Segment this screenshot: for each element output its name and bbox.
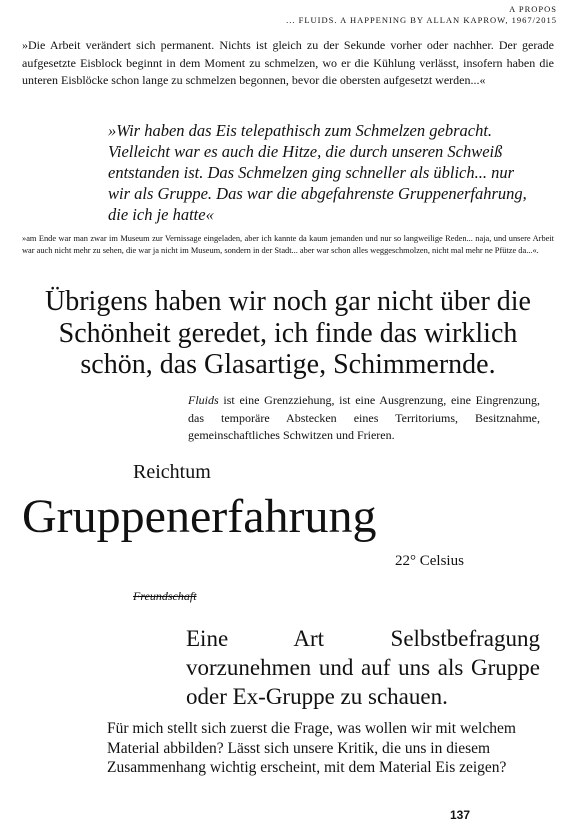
- fluids-text: ist eine Grenzziehung, ist eine Ausgrenzung, eine Eingrenzung, das temporäre Abstecken eines Territoriums, Besitznahme, gemeinschaftliches Schwitzen und Frieren.: [188, 393, 540, 442]
- page-number: 137: [450, 808, 471, 822]
- intro-quote: »Die Arbeit verändert sich permanent. Nichts ist gleich zu der Sekunde vorher oder nachher. Der gerade aufgesetzte Eisblock beginnt in dem Moment zu schmelzen, wo er die Kühlung verlässt, insofern haben die unteren Eisblöcke schon lange zu schmelzen begonnen, bevor die obersten aufgesetzt werden...«: [22, 38, 554, 88]
- word-celsius: 22° Celsius: [395, 553, 464, 569]
- small-quote: »am Ende war man zwar im Museum zur Vernissage eingeladen, aber ich kannte da kaum jemanden und nur so langweilige Reden... naja, und unsere Arbeit war auch nicht mehr zu sehen, die war ja nicht im Museum, sondern in der Stadt... aber war schon alles weggeschmolzen, nicht mal mehr ne Pfütze da...«.: [22, 234, 554, 256]
- fluids-title: Fluids: [188, 393, 219, 407]
- word-freundschaft-struck: Freundschaft: [133, 589, 197, 603]
- big-statement: Übrigens haben wir noch gar nicht über die Schönheit geredet, ich finde das wirklich schön, das Glasartige, Schimmernde.: [45, 286, 531, 380]
- italic-quote: »Wir haben das Eis telepathisch zum Schmelzen gebracht. Vielleicht war es auch die Hitze, die durch unseren Schweiß entstanden ist. Das Schmelzen ging schneller als üblich... nur wir als Gruppe. Das war die abgefahrenste Gruppenerfahrung, die ich je hatte«: [108, 121, 527, 224]
- closing-paragraph: Für mich stellt sich zuerst die Frage, was wollen wir mit welchem Material abbilden? Lässt sich unsere Kritik, die uns in diesem Zusammenhang wichtig erscheint, mit dem Material Eis zeigen?: [107, 720, 516, 777]
- running-header-title: ... FLUIDS. A HAPPENING BY ALLAN KAPROW, 1967/2015: [286, 15, 557, 25]
- word-gruppenerfahrung: Gruppenerfahrung: [22, 490, 377, 543]
- selbstbefragung-statement: Eine Art Selbstbefragung vorzunehmen und auf uns als Gruppe oder Ex-Gruppe zu schauen.: [186, 626, 540, 709]
- running-header-section: A PROPOS: [509, 4, 557, 14]
- fluids-paragraph: [188, 392, 540, 445]
- word-reichtum: Reichtum: [133, 461, 211, 483]
